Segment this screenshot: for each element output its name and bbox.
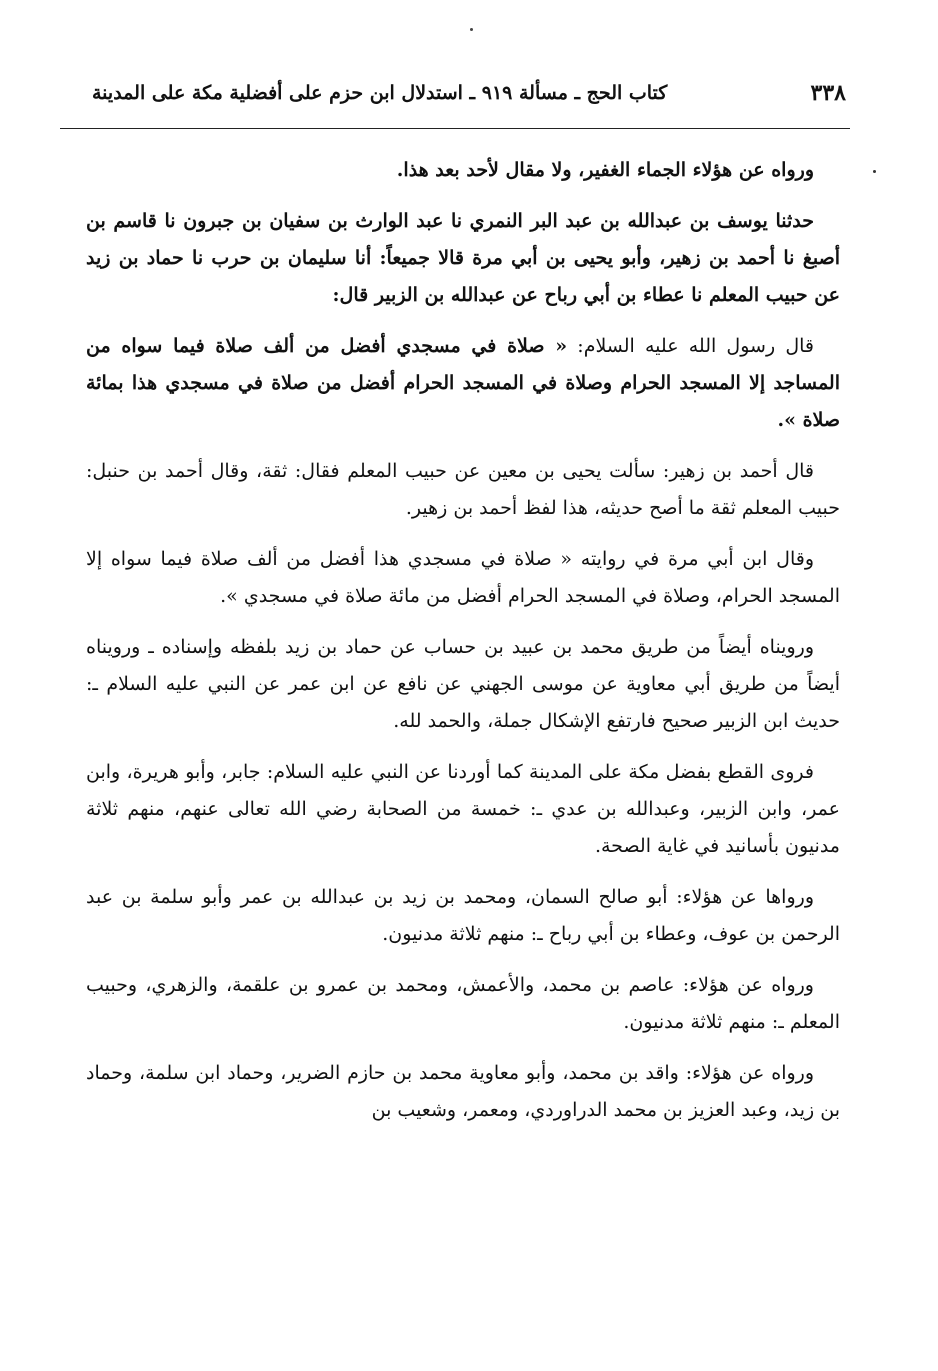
scan-speck xyxy=(470,28,473,31)
paragraph-7: فروى القطع بفضل مكة على المدينة كما أوردنا عن النبي عليه السلام: جابر، وأبو هريرة، وابن عمر، وابن الزبير، وعبدالله بن عدي ـ: خمسة من الصحابة رضي الله تعالى عنهم، منهم ثلاثة مدنيون بأسانيد في غاية الصحة. xyxy=(86,761,840,857)
paragraph-1: ورواه عن هؤلاء الجماء الغفير، ولا مقال لأحد بعد هذا. xyxy=(396,159,814,181)
paragraph-2-isnad: حدثنا يوسف بن عبدالله بن عبد البر النمري نا عبد الوارث بن سفيان بن جبرون نا قاسم بن أصبغ نا أحمد بن زهير، وأبو يحيى بن أبي مرة قالا جميعاً: أنا سليمان بن حرب نا حماد بن زيد عن حبيب المعلم نا عطاء بن أبي رباح عن عبدالله بن الزبير قال: xyxy=(86,210,840,306)
paragraph-5: وقال ابن أبي مرة في روايته « صلاة في مسجدي هذا أفضل من ألف صلاة فيما سواه إلا المسجد الحرام، وصلاة في المسجد الحرام أفضل من مائة صلاة في مسجدي ». xyxy=(86,548,840,607)
page-number: ٣٣٨ xyxy=(810,80,846,106)
paragraph-8: ورواها عن هؤلاء: أبو صالح السمان، ومحمد بن زيد بن عبدالله بن عمر وأبو سلمة بن عبد الرحمن بن عوف، وعطاء بن أبي رباح ـ: منهم ثلاثة مدنيون. xyxy=(86,886,840,945)
header-rule xyxy=(60,128,850,129)
paragraph-10: ورواه عن هؤلاء: واقد بن محمد، وأبو معاوية محمد بن حازم الضرير، وحماد ابن سلمة، وحماد بن زيد، وعبد العزيز بن محمد الدراوردي، ومعمر، وشعيب بن xyxy=(86,1062,840,1121)
margin-dot xyxy=(873,170,876,173)
hadith-text: « صلاة في مسجدي أفضل من ألف صلاة فيما سواه من المساجد إلا المسجد الحرام وصلاة في المسجد الحرام أفضل من صلاة في مسجدي هذا بمائة صلاة ». xyxy=(86,335,840,431)
paragraph-4: قال أحمد بن زهير: سألت يحيى بن معين عن حبيب المعلم فقال: ثقة، وقال أحمد بن حنبل: حبيب المعلم ثقة ما أصح حديثه، هذا لفظ أحمد بن زهير. xyxy=(86,460,840,519)
body-text xyxy=(86,152,840,1143)
paragraph-6: ورويناه أيضاً من طريق محمد بن عبيد بن حساب عن حماد بن زيد بلفظه وإسناده ـ ورويناه أيضاً من طريق أبي معاوية عن موسى الجهني عن نافع عن ابن عمر عن النبي عليه السلام ـ: حديث ابن الزبير صحيح فارتفع الإشكال جملة، والحمد لله. xyxy=(86,636,840,732)
running-title: كتاب الحج ـ مسألة ٩١٩ ـ استدلال ابن حزم على أفضلية مكة على المدينة xyxy=(92,82,668,104)
page-header xyxy=(92,78,846,118)
hadith-intro: قال رسول الله عليه السلام: xyxy=(567,335,814,357)
paragraph-3-hadith xyxy=(86,328,840,439)
paragraph-9: ورواه عن هؤلاء: عاصم بن محمد، والأعمش، ومحمد بن عمرو بن علقمة، والزهري، وحبيب المعلم ـ: منهم ثلاثة مدنيون. xyxy=(86,974,840,1033)
